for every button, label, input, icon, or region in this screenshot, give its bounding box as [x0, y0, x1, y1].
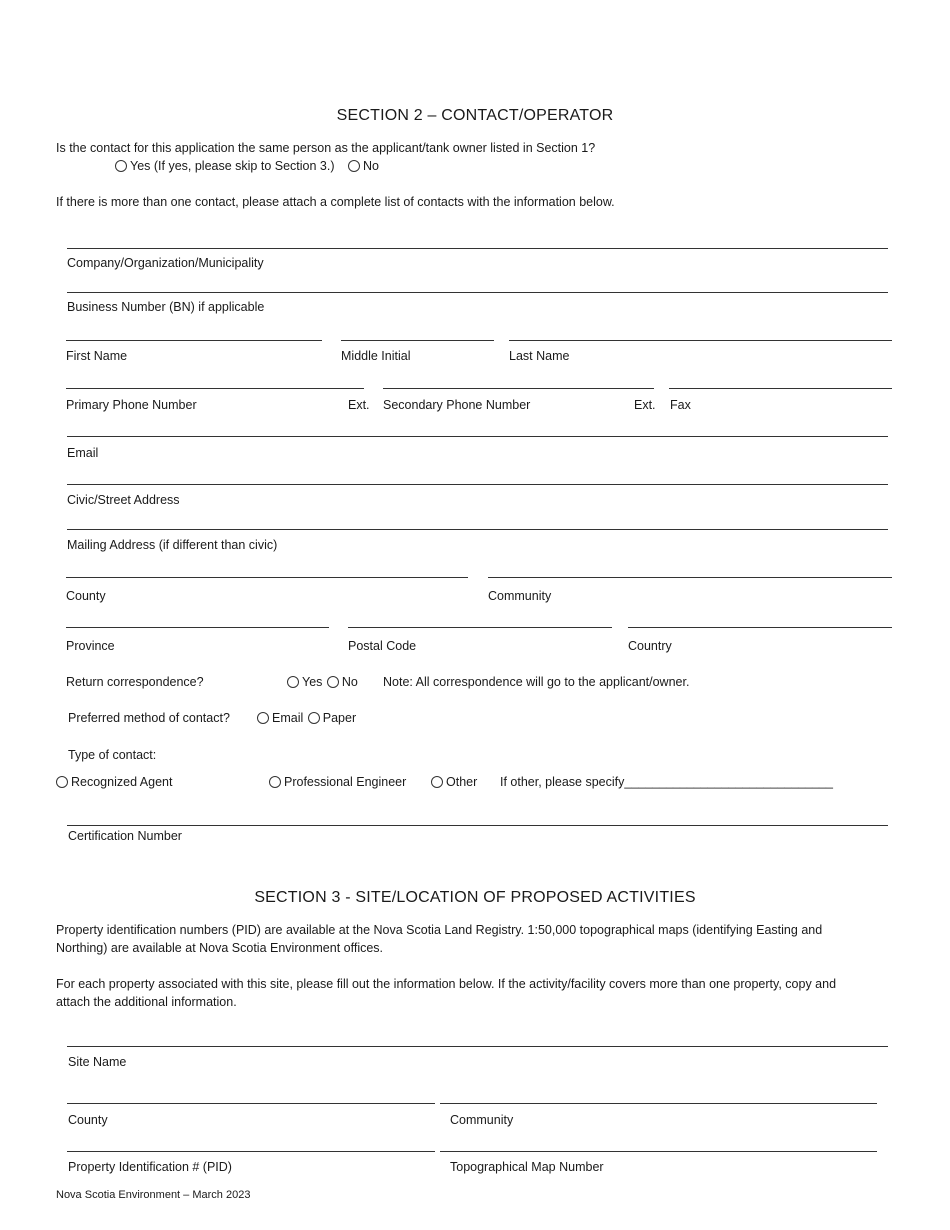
primary-phone-label: Primary Phone Number — [66, 398, 197, 412]
section-3-paragraph-1 — [56, 921, 822, 957]
multiple-contacts-note: If there is more than one contact, please attach a complete list of contacts with the information below. — [56, 195, 615, 209]
footer-text: Nova Scotia Environment – March 2023 — [56, 1189, 251, 1201]
same-person-yes-label: Yes (If yes, please skip to Section 3.) — [130, 159, 335, 173]
same-person-yes-option[interactable] — [115, 159, 335, 173]
first-name-input-line[interactable] — [66, 340, 322, 341]
site-county-label: County — [68, 1113, 108, 1127]
primary-phone-input-line[interactable] — [66, 388, 364, 389]
fax-input-line[interactable] — [669, 388, 892, 389]
radio-other[interactable] — [431, 776, 443, 788]
radio-recognized-agent[interactable] — [56, 776, 68, 788]
section-3-paragraph-1-line-2: Northing) are available at Nova Scotia Environment offices. — [56, 941, 384, 955]
middle-initial-input-line[interactable] — [341, 340, 494, 341]
mailing-address-label: Mailing Address (if different than civic) — [67, 538, 278, 552]
site-community-input-line[interactable] — [440, 1103, 877, 1104]
business-number-input-line[interactable] — [67, 292, 888, 293]
return-no-label: No — [341, 675, 358, 689]
pid-label: Property Identification # (PID) — [68, 1160, 232, 1174]
county-input-line[interactable] — [66, 577, 468, 578]
recognized-agent-option[interactable] — [56, 775, 172, 789]
first-name-label: First Name — [66, 349, 128, 363]
other-specify-field[interactable]: If other, please specify______________________________ — [500, 775, 833, 789]
preferred-contact-options — [257, 711, 356, 725]
radio-email[interactable] — [257, 712, 269, 724]
postal-code-label: Postal Code — [348, 639, 417, 653]
same-person-no-label: No — [363, 159, 379, 173]
secondary-phone-label: Secondary Phone Number — [383, 398, 531, 412]
ext-label-2: Ext. — [634, 398, 656, 412]
radio-return-no[interactable] — [327, 676, 339, 688]
radio-no[interactable] — [348, 160, 360, 172]
community-input-line[interactable] — [488, 577, 892, 578]
return-yes-label: Yes — [302, 675, 323, 689]
professional-engineer-option[interactable] — [269, 775, 406, 789]
pid-input-line[interactable] — [67, 1151, 435, 1152]
community-label: Community — [488, 589, 552, 603]
province-label: Province — [66, 639, 115, 653]
professional-engineer-label: Professional Engineer — [284, 775, 407, 789]
site-name-label: Site Name — [68, 1055, 127, 1069]
preferred-paper-option[interactable] — [308, 711, 356, 725]
company-input-line[interactable] — [67, 248, 888, 249]
last-name-label: Last Name — [509, 349, 570, 363]
same-person-options — [115, 159, 379, 173]
site-community-label: Community — [450, 1113, 514, 1127]
preferred-email-option[interactable] — [257, 711, 303, 725]
province-input-line[interactable] — [66, 627, 329, 628]
recognized-agent-label: Recognized Agent — [71, 775, 173, 789]
site-name-input-line[interactable] — [67, 1046, 888, 1047]
section-3-paragraph-2-line-1: For each property associated with this site, please fill out the information below. If the activity/facility covers more than one property, copy and — [56, 977, 837, 991]
topo-map-label: Topographical Map Number — [450, 1160, 604, 1174]
other-option[interactable] — [431, 775, 477, 789]
mailing-address-input-line[interactable] — [67, 529, 888, 530]
return-no-option[interactable] — [327, 675, 358, 689]
email-label: Email — [67, 446, 99, 460]
company-label: Company/Organization/Municipality — [67, 256, 264, 270]
section-2-title: SECTION 2 – CONTACT/OPERATOR — [336, 107, 614, 124]
country-input-line[interactable] — [628, 627, 892, 628]
other-label: Other — [446, 775, 478, 789]
radio-paper[interactable] — [308, 712, 320, 724]
topo-map-input-line[interactable] — [440, 1151, 877, 1152]
business-number-label: Business Number (BN) if applicable — [67, 300, 265, 314]
certification-number-label: Certification Number — [68, 829, 182, 843]
country-label: Country — [628, 639, 672, 653]
county-label: County — [66, 589, 106, 603]
preferred-paper-label: Paper — [322, 711, 357, 725]
site-county-input-line[interactable] — [67, 1103, 435, 1104]
section-3-paragraph-2-line-2: attach the additional information. — [56, 995, 237, 1009]
radio-yes[interactable] — [115, 160, 127, 172]
radio-professional-engineer[interactable] — [269, 776, 281, 788]
return-correspondence-options — [287, 675, 358, 689]
civic-address-input-line[interactable] — [67, 484, 888, 485]
return-yes-option[interactable] — [287, 675, 322, 689]
preferred-contact-label: Preferred method of contact? — [68, 711, 230, 725]
last-name-input-line[interactable] — [509, 340, 892, 341]
section-3-paragraph-2 — [56, 975, 836, 1011]
email-input-line[interactable] — [67, 436, 888, 437]
return-correspondence-label: Return correspondence? — [66, 675, 204, 689]
postal-code-input-line[interactable] — [348, 627, 612, 628]
middle-initial-label: Middle Initial — [341, 349, 411, 363]
fax-label: Fax — [670, 398, 691, 412]
section-3-title: SECTION 3 - SITE/LOCATION OF PROPOSED ACTIVITIES — [254, 889, 696, 906]
radio-return-yes[interactable] — [287, 676, 299, 688]
same-person-question: Is the contact for this application the same person as the applicant/tank owner listed in Section 1? — [56, 141, 596, 155]
certification-number-input-line[interactable] — [67, 825, 888, 826]
type-of-contact-label: Type of contact: — [68, 748, 157, 762]
civic-address-label: Civic/Street Address — [67, 493, 180, 507]
section-3-paragraph-1-line-1: Property identification numbers (PID) are available at the Nova Scotia Land Registry. 1:50,000 topographical maps (identifying Easting and — [56, 923, 823, 937]
correspondence-note: Note: All correspondence will go to the applicant/owner. — [383, 675, 690, 689]
secondary-phone-input-line[interactable] — [383, 388, 654, 389]
ext-label-1: Ext. — [348, 398, 370, 412]
preferred-email-label: Email — [272, 711, 304, 725]
same-person-no-option[interactable] — [348, 159, 379, 173]
